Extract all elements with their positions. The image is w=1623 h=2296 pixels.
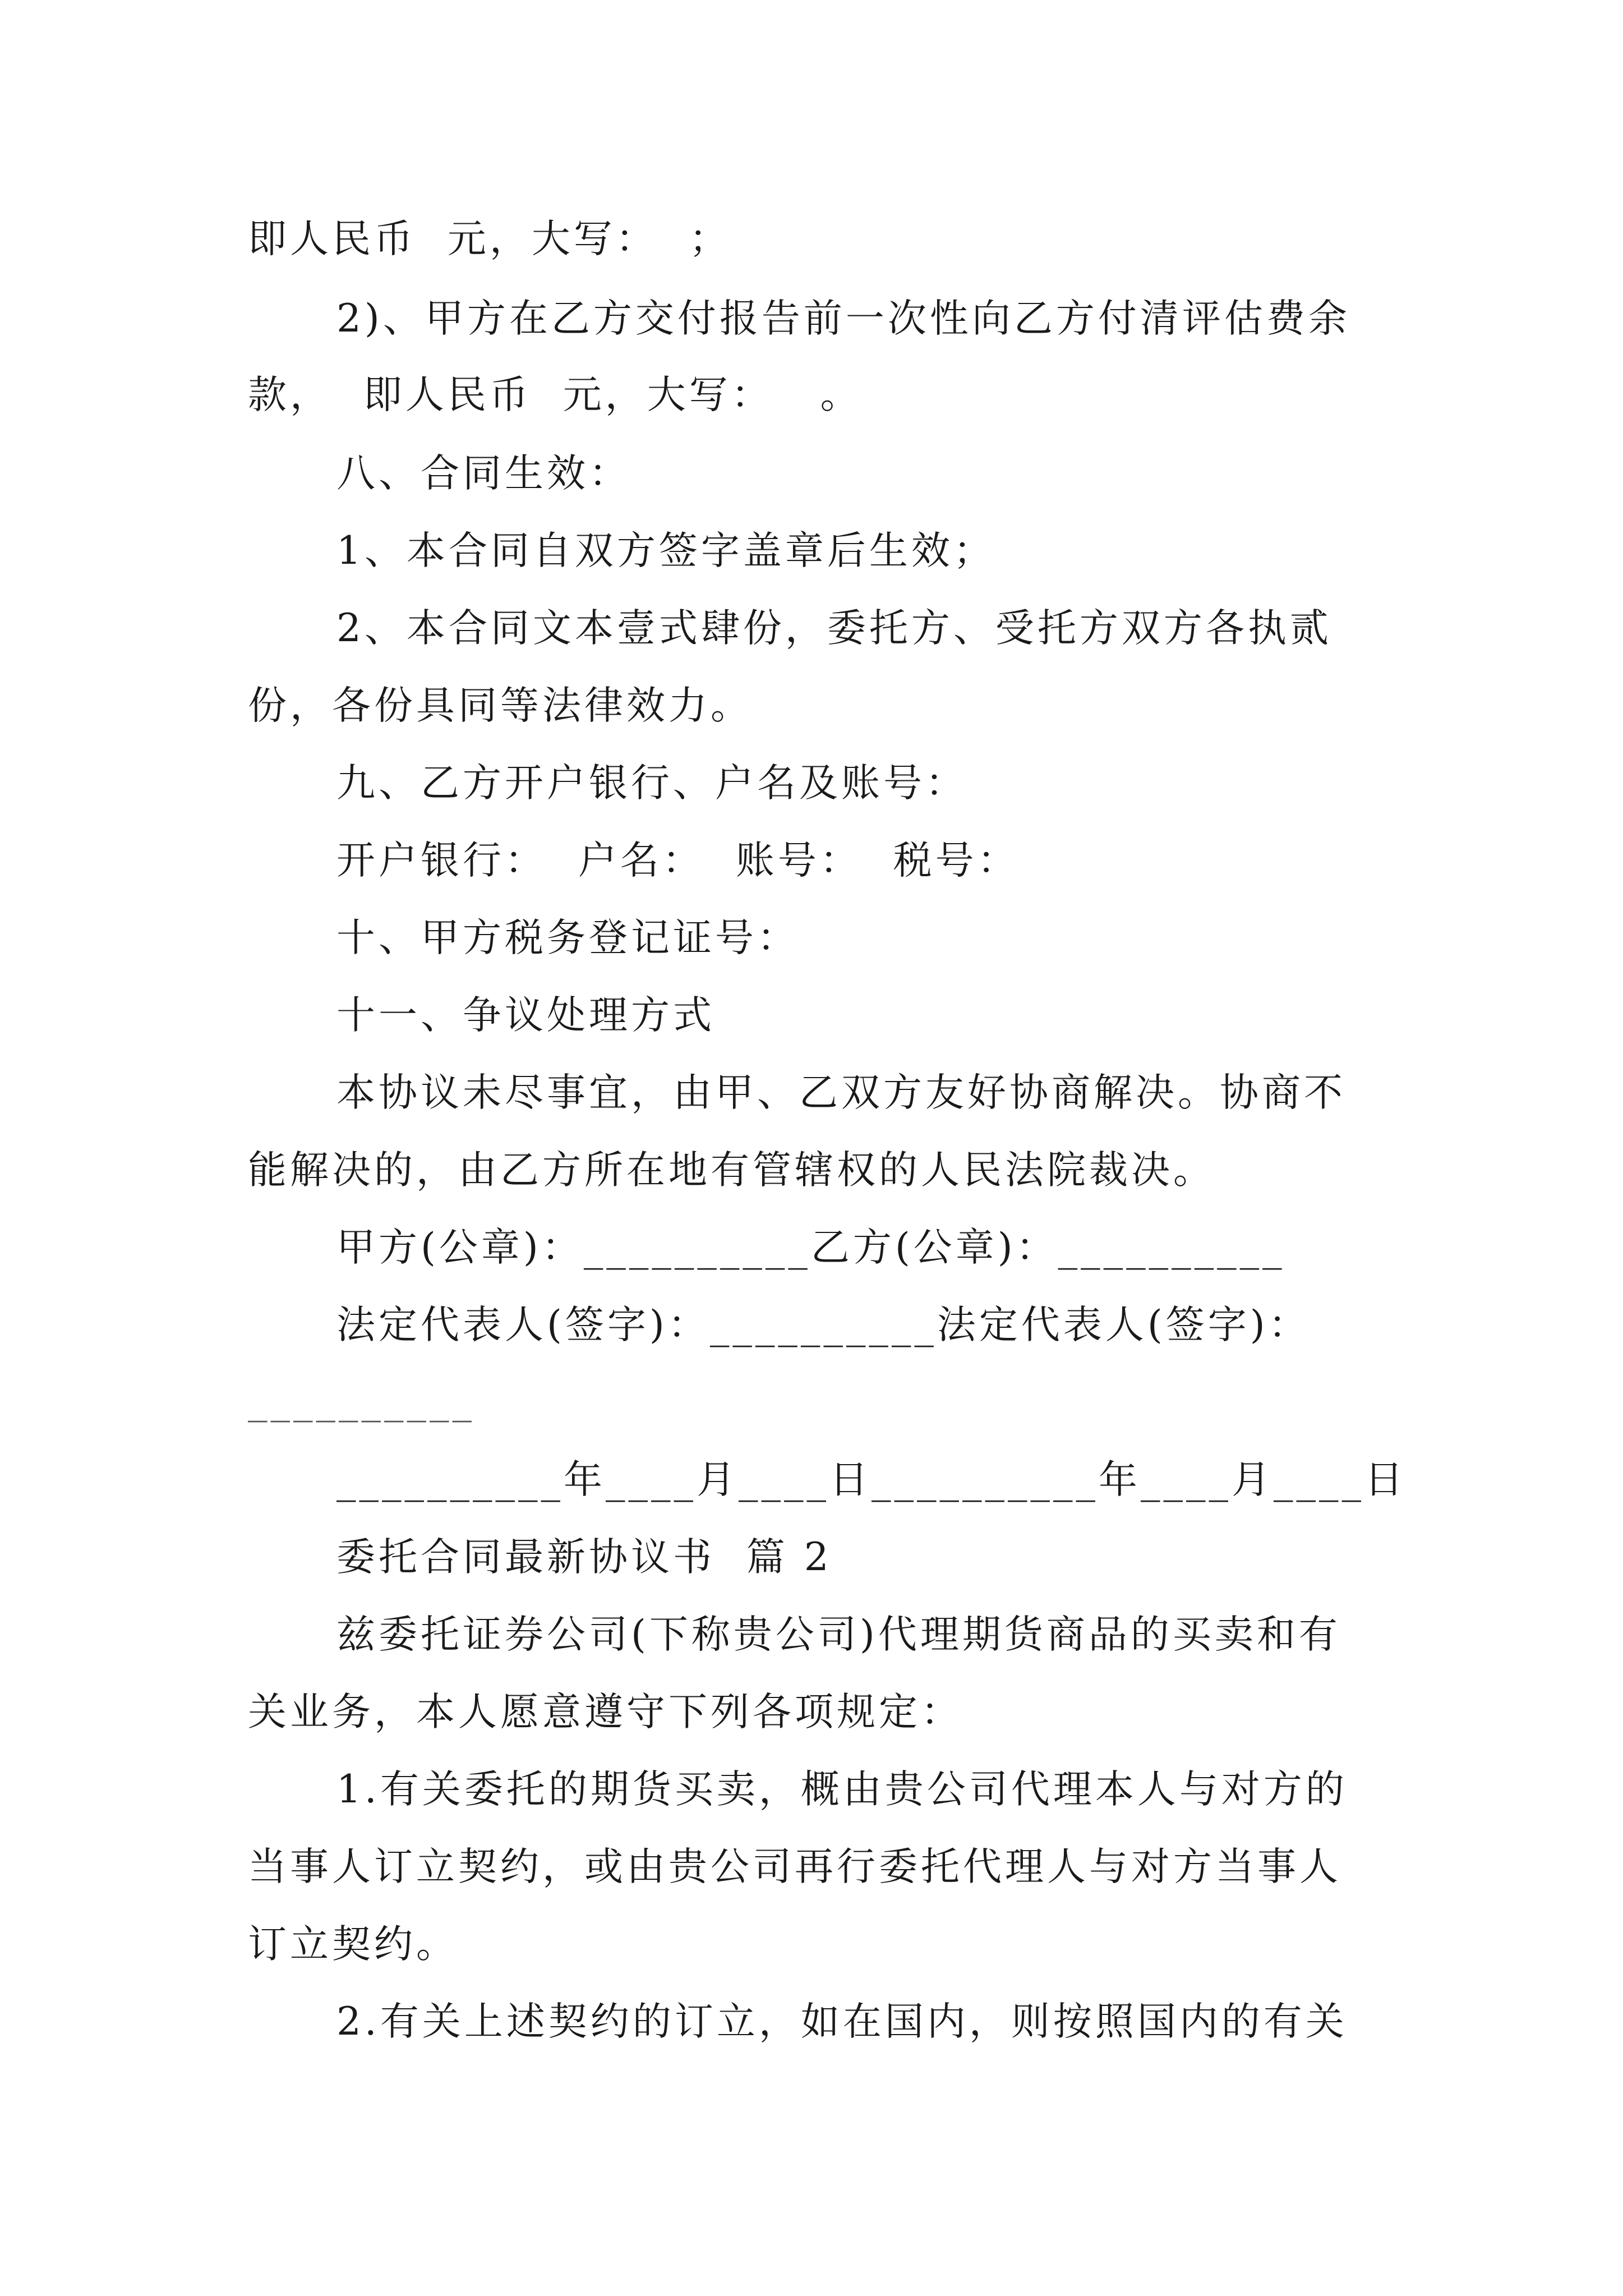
line-seal-fields: 甲方(公章)：__________乙方(公章)：__________ — [336, 1225, 1285, 1270]
heading-bank-account: 九、乙方开户银行、户名及账号： — [336, 761, 967, 806]
line-dispute-text-cont: 能解决的，由乙方所在地有管辖权的人民法院裁决。 — [248, 1148, 1215, 1193]
line-payment-amount: 即人民币 元，大写： ； — [248, 217, 731, 261]
heading-contract-effective: 八、合同生效： — [336, 451, 631, 496]
line-representative-fields: 法定代表人(签字)：__________法定代表人(签字)： — [336, 1303, 1311, 1347]
line-effective-2: 2、本合同文本壹式肆份，委托方、受托方双方各执贰 — [336, 606, 1332, 651]
line-dispute-text: 本协议未尽事宜，由甲、乙双方友好协商解决。协商不 — [336, 1070, 1346, 1115]
line-clause-2-balance: 2)、甲方在乙方交付报告前一次性向乙方付清评估费余 — [336, 296, 1350, 341]
line-rule-1-end: 订立契约。 — [248, 1922, 458, 1967]
line-clause-2-balance-cont: 款， 即人民币 元，大写： 。 — [248, 372, 863, 417]
line-entrust-intro: 兹委托证券公司(下称贵公司)代理期货商品的买卖和有 — [336, 1612, 1341, 1657]
line-entrust-intro-cont: 关业务，本人愿意遵守下列各项规定： — [248, 1690, 963, 1734]
line-effective-1: 1、本合同自双方签字盖章后生效； — [336, 528, 995, 573]
heading-tax-registration: 十、甲方税务登记证号： — [336, 915, 799, 960]
line-rule-1: 1.有关委托的期货买卖，概由贵公司代理本人与对方的 — [336, 1767, 1348, 1812]
heading-dispute-resolution: 十一、争议处理方式 — [336, 993, 715, 1038]
line-bank-fields: 开户银行： 户名： 账号： 税号： — [336, 838, 1020, 883]
line-date-fields: __________年____月____日__________年____月____日 — [336, 1457, 1407, 1502]
line-representative-blank: __________ — [248, 1378, 475, 1423]
heading-section-2: 委托合同最新协议书 篇 2 — [336, 1535, 832, 1580]
line-rule-2: 2.有关上述契约的订立，如在国内，则按照国内的有关 — [336, 1999, 1348, 2044]
line-effective-2-cont: 份，各份具同等法律效力。 — [248, 683, 753, 728]
line-rule-1-cont: 当事人订立契约，或由贵公司再行委托代理人与对方当事人 — [248, 1844, 1341, 1889]
